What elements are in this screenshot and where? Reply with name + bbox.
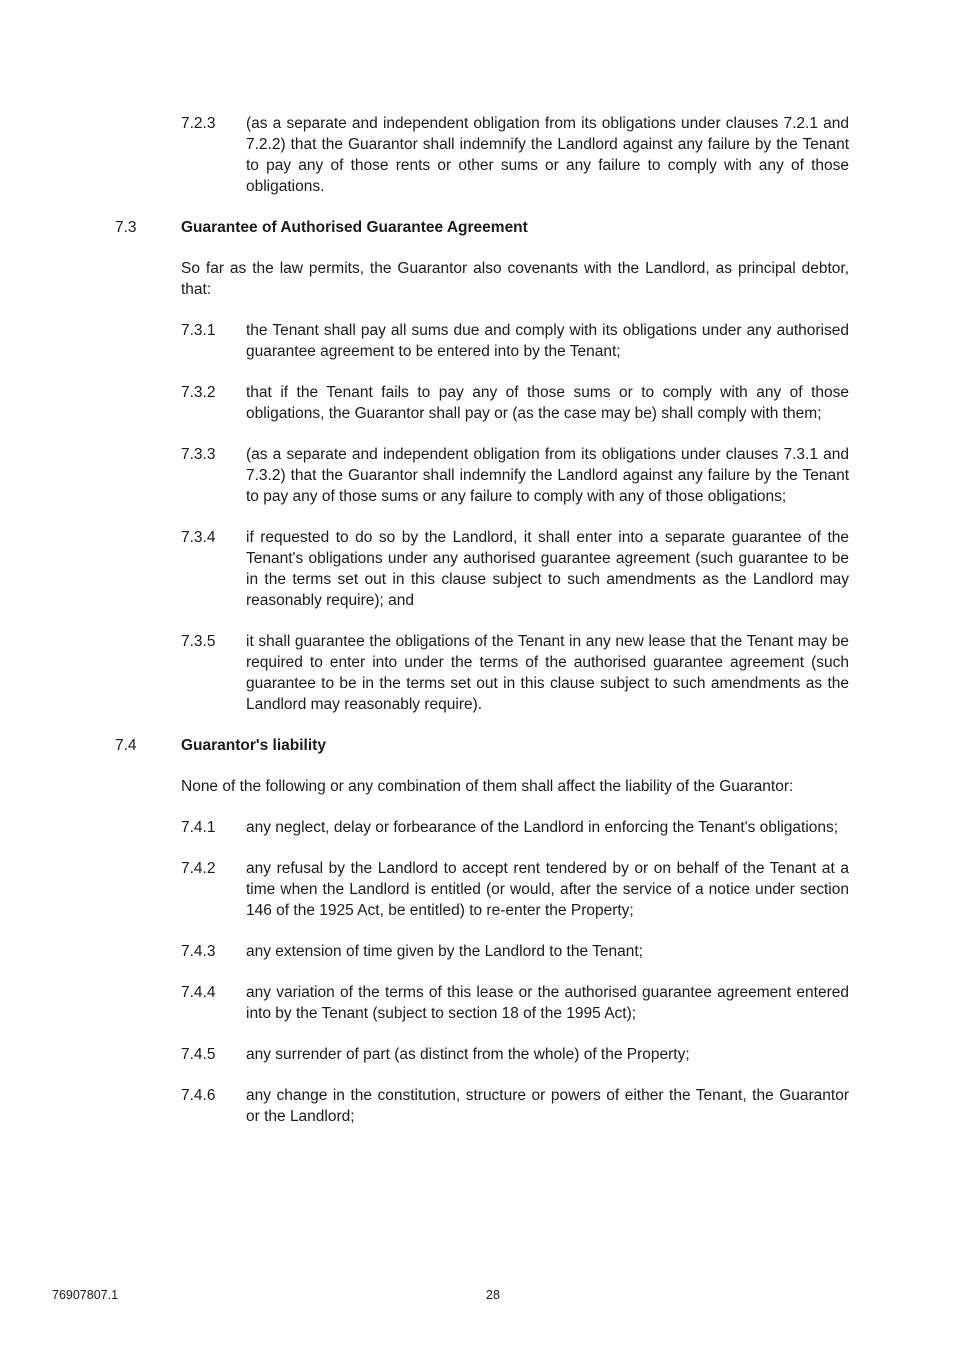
subclause-text: any neglect, delay or forbearance of the Landlord in enforcing the Tenant's obligations; <box>246 819 839 836</box>
subclause-row <box>115 527 849 611</box>
subclause-row <box>115 858 849 921</box>
subclause-row <box>115 982 849 1024</box>
subclause-number: 7.4.6 <box>181 1087 216 1104</box>
subclause-row <box>115 320 849 362</box>
subclause-text: (as a separate and independent obligation from its obligations under clauses 7.3.1 and 7.3.2) that the Guarantor shall indemnify the Landlord against any failure by the Tenant to pay any of those sums or any failure to comply with any of those obligations; <box>246 446 849 505</box>
subclause-text: any extension of time given by the Landlord to the Tenant; <box>246 943 643 960</box>
subclause-number: 7.3.2 <box>181 384 216 401</box>
subclause-row <box>115 817 849 838</box>
subclause-text: any change in the constitution, structure or powers of either the Tenant, the Guarantor or the Landlord; <box>246 1087 849 1125</box>
subclause-number: 7.4.5 <box>181 1046 216 1063</box>
clause-paragraph: So far as the law permits, the Guarantor also covenants with the Landlord, as principal debtor, that: <box>181 260 849 298</box>
section-number: 7.4 <box>115 737 137 754</box>
section-heading-row <box>115 217 849 238</box>
subclause-text: if requested to do so by the Landlord, it shall enter into a separate guarantee of the Tenant's obligations under any authorised guarantee agreement (such guarantee to be in the terms set out in this clause subject to such amendments as the Landlord may reasonably require); and <box>246 529 849 609</box>
section-heading-row <box>115 735 849 756</box>
subclause-row <box>115 113 849 197</box>
subclause-row <box>115 1085 849 1127</box>
subclause-number: 7.3.5 <box>181 633 216 650</box>
section-title: Guarantor's liability <box>181 737 326 754</box>
clause-paragraph: None of the following or any combination of them shall affect the liability of the Guarantor: <box>181 778 794 795</box>
section-number: 7.3 <box>115 219 137 236</box>
subclause-number: 7.3.1 <box>181 322 216 339</box>
subclause-text: (as a separate and independent obligation from its obligations under clauses 7.2.1 and 7.2.2) that the Guarantor shall indemnify the Landlord against any failure by the Tenant to pay any of those rents or other sums or any failure to comply with any of those obligations. <box>246 115 849 195</box>
subclause-text: the Tenant shall pay all sums due and comply with its obligations under any authorised guarantee agreement to be entered into by the Tenant; <box>246 322 849 360</box>
page-number: 28 <box>486 1288 500 1302</box>
subclause-row <box>115 941 849 962</box>
subclause-number: 7.3.3 <box>181 446 216 463</box>
subclause-text: any refusal by the Landlord to accept rent tendered by or on behalf of the Tenant at a time when the Landlord is entitled (or would, after the service of a notice under section 146 of the 1925 Act, be entitled) to re-enter the Property; <box>246 860 849 919</box>
subclause-number: 7.3.4 <box>181 529 216 546</box>
subclause-text: that if the Tenant fails to pay any of those sums or to comply with any of those obligations, the Guarantor shall pay or (as the case may be) shall comply with them; <box>246 384 849 422</box>
subclause-number: 7.4.4 <box>181 984 216 1001</box>
subclause-text: any variation of the terms of this lease or the authorised guarantee agreement entered into by the Tenant (subject to section 18 of the 1995 Act); <box>246 984 849 1022</box>
section-title: Guarantee of Authorised Guarantee Agreement <box>181 219 528 236</box>
subclause-text: it shall guarantee the obligations of the Tenant in any new lease that the Tenant may be required to enter into under the terms of the authorised guarantee agreement (such guarantee to be in the terms set out in this clause subject to such amendments as the Landlord may reasonably require). <box>246 633 849 713</box>
subclause-row <box>115 382 849 424</box>
subclause-number: 7.2.3 <box>181 115 216 132</box>
subclause-row <box>115 631 849 715</box>
subclause-row <box>115 444 849 507</box>
subclause-number: 7.4.3 <box>181 943 216 960</box>
document-reference: 76907807.1 <box>52 1288 119 1302</box>
subclause-number: 7.4.2 <box>181 860 216 877</box>
subclause-text: any surrender of part (as distinct from the whole) of the Property; <box>246 1046 690 1063</box>
subclause-row <box>115 1044 849 1065</box>
subclause-number: 7.4.1 <box>181 819 216 836</box>
